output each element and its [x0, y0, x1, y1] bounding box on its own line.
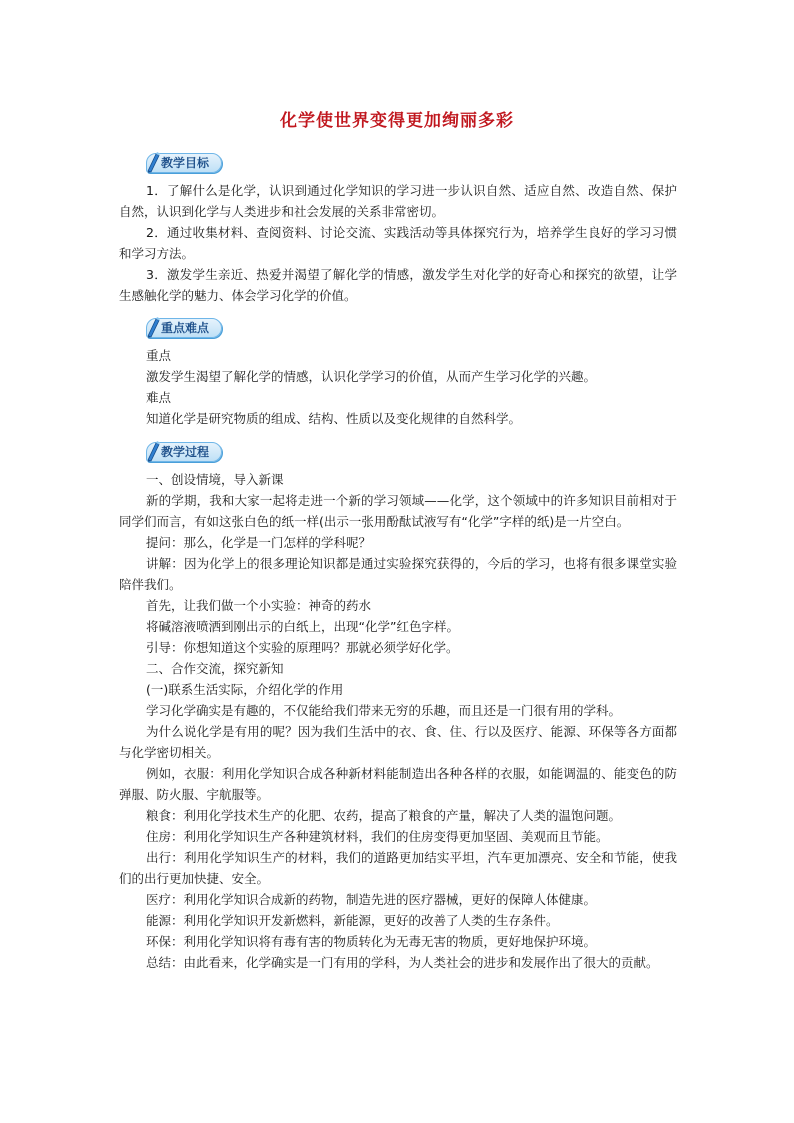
section-body-objectives [119, 180, 677, 306]
paragraph: 总结：由此看来，化学确实是一门有用的学科，为人类社会的进步和发展作出了很大的贡献。 [146, 955, 659, 970]
section-tag-process [146, 442, 222, 462]
section-tag-objectives [146, 153, 222, 173]
paragraph: 一、创设情境，导入新课 [146, 472, 284, 487]
paragraph: 难点 [146, 390, 172, 405]
page-title: 化学使世界变得更加绚丽多彩 [280, 111, 514, 131]
paragraph: 粮食：利用化学技术生产的化肥、农药，提高了粮食的产量，解决了人类的温饱问题。 [146, 808, 622, 823]
section-body-key-points [119, 345, 677, 429]
section-label: 教学过程 [161, 445, 210, 459]
paragraph: 2．通过收集材料、查阅资料、讨论交流、实践活动等具体探究行为，培养学生良好的学习习惯和学习方法。 [119, 225, 677, 261]
section-body-process [119, 469, 677, 973]
section-tag-key-points [146, 318, 222, 338]
paragraph: 例如，衣服：利用化学知识合成各种新材料能制造出各种各样的衣服，如能调温的、能变色的防弹服、防火服、宇航服等。 [119, 766, 677, 802]
paragraph: 新的学期，我和大家一起将走进一个新的学习领域——化学，这个领域中的许多知识目前相对于同学们而言，有如这张白色的纸一样(出示一张用酚酞试液写有“化学”字样的纸)是一片空白。 [119, 493, 677, 529]
paragraph: 将碱溶液喷洒到刚出示的白纸上，出现“化学”红色字样。 [146, 619, 459, 634]
paragraph: 出行：利用化学知识生产的材料，我们的道路更加结实平坦，汽车更加漂亮、安全和节能，使我们的出行更加快捷、安全。 [119, 850, 677, 886]
paragraph: 激发学生渴望了解化学的情感，认识化学学习的价值，从而产生学习化学的兴趣。 [146, 369, 597, 384]
paragraph: 1．了解什么是化学，认识到通过化学知识的学习进一步认识自然、适应自然、改造自然、保护自然，认识到化学与人类进步和社会发展的关系非常密切。 [119, 183, 677, 219]
paragraph: 知道化学是研究物质的组成、结构、性质以及变化规律的自然科学。 [146, 411, 522, 426]
pencil-icon [145, 440, 161, 462]
paragraph: 医疗：利用化学知识合成新的药物，制造先进的医疗器械，更好的保障人体健康。 [146, 892, 597, 907]
paragraph: 引导：你想知道这个实验的原理吗？那就必须学好化学。 [146, 640, 459, 655]
paragraph: (一)联系生活实际，介绍化学的作用 [146, 682, 344, 697]
paragraph: 住房：利用化学知识生产各种建筑材料，我们的住房变得更加坚固、美观而且节能。 [146, 829, 609, 844]
paragraph: 提问：那么，化学是一门怎样的学科呢？ [146, 535, 372, 550]
paragraph: 学习化学确实是有趣的，不仅能给我们带来无穷的乐趣，而且还是一门很有用的学科。 [146, 703, 622, 718]
pencil-icon [145, 316, 161, 338]
section-label: 重点难点 [161, 321, 210, 335]
paragraph: 能源：利用化学知识开发新燃料，新能源，更好的改善了人类的生存条件。 [146, 913, 559, 928]
paragraph: 为什么说化学是有用的呢？因为我们生活中的衣、食、住、行以及医疗、能源、环保等各方面都与化学密切相关。 [119, 724, 677, 760]
paragraph: 首先，让我们做一个小实验：神奇的药水 [146, 598, 372, 613]
paragraph: 3．激发学生亲近、热爱并渴望了解化学的情感，激发学生对化学的好奇心和探究的欲望，让学生感触化学的魅力、体会学习化学的价值。 [119, 267, 677, 303]
paragraph: 讲解：因为化学上的很多理论知识都是通过实验探究获得的，今后的学习，也将有很多课堂实验陪伴我们。 [119, 556, 677, 592]
paragraph: 环保：利用化学知识将有毒有害的物质转化为无毒无害的物质，更好地保护环境。 [146, 934, 597, 949]
section-label: 教学目标 [161, 156, 210, 170]
pencil-icon [145, 151, 161, 173]
paragraph: 重点 [146, 348, 172, 363]
paragraph: 二、合作交流，探究新知 [146, 661, 284, 676]
